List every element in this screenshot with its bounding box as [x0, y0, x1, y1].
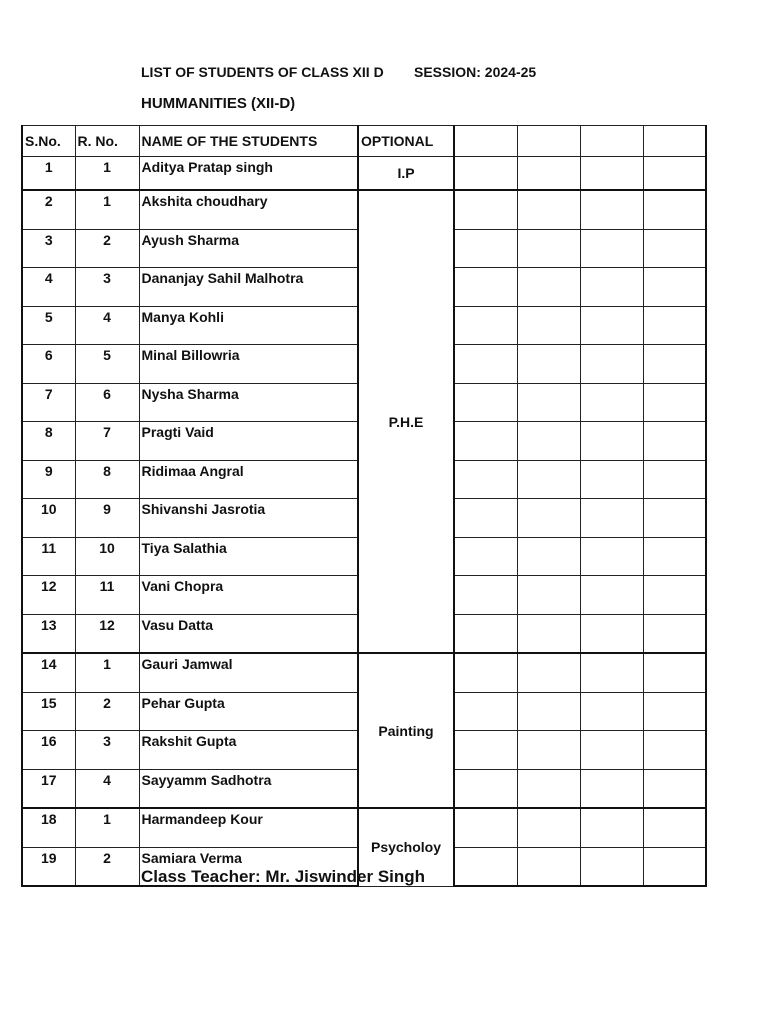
cell-rno: 10 [75, 537, 139, 576]
cell-blank [580, 229, 643, 268]
cell-blank [580, 769, 643, 808]
cell-sno: 16 [22, 731, 75, 770]
cell-blank [517, 460, 580, 499]
table-row [22, 157, 706, 191]
cell-blank [643, 769, 706, 808]
cell-rno: 1 [75, 808, 139, 847]
class-teacher-label: Class Teacher: Mr. Jiswinder Singh [141, 867, 426, 886]
cell-blank [517, 808, 580, 847]
cell-blank [643, 576, 706, 615]
cell-rno: 3 [75, 268, 139, 307]
cell-blank [580, 808, 643, 847]
cell-blank [643, 499, 706, 538]
cell-blank [517, 614, 580, 653]
cell-blank [517, 157, 580, 191]
cell-blank [580, 306, 643, 345]
cell-blank [517, 268, 580, 307]
col-header-rno: R. No. [75, 126, 139, 157]
cell-sno: 13 [22, 614, 75, 653]
cell-sno: 5 [22, 306, 75, 345]
cell-blank [643, 229, 706, 268]
cell-sno: 9 [22, 460, 75, 499]
col-header-sno: S.No. [22, 126, 75, 157]
cell-blank [643, 268, 706, 307]
cell-blank [454, 692, 517, 731]
cell-blank [643, 614, 706, 653]
cell-rno: 1 [75, 190, 139, 229]
cell-rno: 2 [75, 692, 139, 731]
cell-rno: 9 [75, 499, 139, 538]
col-header-name: NAME OF THE STUDENTS [139, 126, 358, 157]
cell-blank [580, 345, 643, 384]
cell-blank [454, 157, 517, 191]
cell-blank [580, 157, 643, 191]
cell-blank [643, 460, 706, 499]
cell-rno: 8 [75, 460, 139, 499]
cell-blank [454, 345, 517, 384]
cell-blank [517, 383, 580, 422]
cell-rno: 4 [75, 769, 139, 808]
cell-rno: 6 [75, 383, 139, 422]
cell-optional: I.P [358, 157, 454, 191]
page-subtitle: HUMMANITIES (XII-D) [141, 95, 296, 112]
cell-sno: 4 [22, 268, 75, 307]
cell-blank [454, 190, 517, 229]
cell-name: Aditya Pratap singh [139, 157, 358, 191]
cell-name: Ayush Sharma [139, 229, 358, 268]
cell-sno: 6 [22, 345, 75, 384]
table-header-row [22, 126, 706, 157]
cell-blank [517, 537, 580, 576]
cell-blank [454, 306, 517, 345]
cell-sno: 17 [22, 769, 75, 808]
cell-name: Vani Chopra [139, 576, 358, 615]
cell-blank [580, 190, 643, 229]
cell-name: Nysha Sharma [139, 383, 358, 422]
cell-sno: 10 [22, 499, 75, 538]
cell-blank [454, 499, 517, 538]
cell-blank [454, 460, 517, 499]
cell-blank [580, 268, 643, 307]
cell-rno: 2 [75, 847, 139, 886]
cell-sno: 3 [22, 229, 75, 268]
cell-name: Pragti Vaid [139, 422, 358, 461]
cell-blank [517, 422, 580, 461]
cell-rno: 4 [75, 306, 139, 345]
cell-optional: P.H.E [358, 190, 454, 653]
cell-sno: 12 [22, 576, 75, 615]
cell-sno: 1 [22, 157, 75, 191]
cell-blank [517, 345, 580, 384]
table-body [22, 157, 706, 887]
cell-rno: 7 [75, 422, 139, 461]
col-header-blank [454, 126, 517, 157]
cell-blank [643, 692, 706, 731]
cell-blank [517, 847, 580, 886]
cell-blank [517, 653, 580, 692]
cell-blank [643, 383, 706, 422]
cell-rno: 11 [75, 576, 139, 615]
table-row [22, 808, 706, 847]
cell-blank [517, 229, 580, 268]
cell-blank [643, 731, 706, 770]
cell-name: Harmandeep Kour [139, 808, 358, 847]
cell-name: Rakshit Gupta [139, 731, 358, 770]
cell-blank [454, 731, 517, 770]
cell-rno: 1 [75, 653, 139, 692]
col-header-blank [580, 126, 643, 157]
table-row [22, 653, 706, 692]
cell-blank [580, 460, 643, 499]
cell-name: Akshita choudhary [139, 190, 358, 229]
session-label: SESSION: 2024-25 [414, 64, 537, 80]
cell-blank [580, 614, 643, 653]
cell-name: Samiara Verma [139, 847, 358, 886]
page-title: LIST OF STUDENTS OF CLASS XII D [141, 64, 384, 80]
cell-name: Gauri Jamwal [139, 653, 358, 692]
cell-name: Manya Kohli [139, 306, 358, 345]
cell-blank [580, 692, 643, 731]
cell-blank [454, 268, 517, 307]
cell-sno: 8 [22, 422, 75, 461]
cell-blank [454, 808, 517, 847]
cell-blank [643, 422, 706, 461]
cell-name: Dananjay Sahil Malhotra [139, 268, 358, 307]
col-header-blank [643, 126, 706, 157]
cell-sno: 18 [22, 808, 75, 847]
cell-name: Minal Billowria [139, 345, 358, 384]
cell-optional: Psycholoy [358, 808, 454, 886]
cell-rno: 2 [75, 229, 139, 268]
cell-rno: 3 [75, 731, 139, 770]
cell-blank [580, 731, 643, 770]
cell-blank [580, 847, 643, 886]
cell-blank [580, 422, 643, 461]
cell-name: Tiya Salathia [139, 537, 358, 576]
cell-blank [454, 769, 517, 808]
student-table [21, 125, 707, 887]
cell-sno: 11 [22, 537, 75, 576]
cell-blank [517, 576, 580, 615]
cell-blank [454, 847, 517, 886]
cell-name: Vasu Datta [139, 614, 358, 653]
cell-blank [517, 731, 580, 770]
cell-blank [580, 383, 643, 422]
cell-sno: 7 [22, 383, 75, 422]
cell-name: Sayyamm Sadhotra [139, 769, 358, 808]
cell-blank [643, 306, 706, 345]
cell-name: Shivanshi Jasrotia [139, 499, 358, 538]
cell-blank [643, 345, 706, 384]
table-row [22, 190, 706, 229]
col-header-blank [517, 126, 580, 157]
cell-name: Ridimaa Angral [139, 460, 358, 499]
cell-blank [643, 157, 706, 191]
cell-blank [517, 692, 580, 731]
cell-blank [580, 576, 643, 615]
cell-sno: 19 [22, 847, 75, 886]
cell-rno: 1 [75, 157, 139, 191]
cell-rno: 5 [75, 345, 139, 384]
cell-blank [454, 383, 517, 422]
col-header-optional: OPTIONAL [358, 126, 454, 157]
cell-blank [517, 306, 580, 345]
cell-optional: Painting [358, 653, 454, 808]
cell-blank [580, 537, 643, 576]
cell-blank [580, 653, 643, 692]
cell-blank [517, 190, 580, 229]
cell-sno: 2 [22, 190, 75, 229]
cell-blank [643, 190, 706, 229]
cell-blank [454, 653, 517, 692]
cell-blank [454, 576, 517, 615]
cell-blank [517, 769, 580, 808]
cell-blank [643, 847, 706, 886]
cell-blank [454, 229, 517, 268]
cell-blank [517, 499, 580, 538]
cell-blank [454, 422, 517, 461]
cell-blank [643, 537, 706, 576]
cell-blank [454, 614, 517, 653]
cell-blank [643, 653, 706, 692]
cell-name: Pehar Gupta [139, 692, 358, 731]
cell-blank [580, 499, 643, 538]
cell-blank [643, 808, 706, 847]
cell-sno: 15 [22, 692, 75, 731]
cell-blank [454, 537, 517, 576]
cell-sno: 14 [22, 653, 75, 692]
cell-rno: 12 [75, 614, 139, 653]
